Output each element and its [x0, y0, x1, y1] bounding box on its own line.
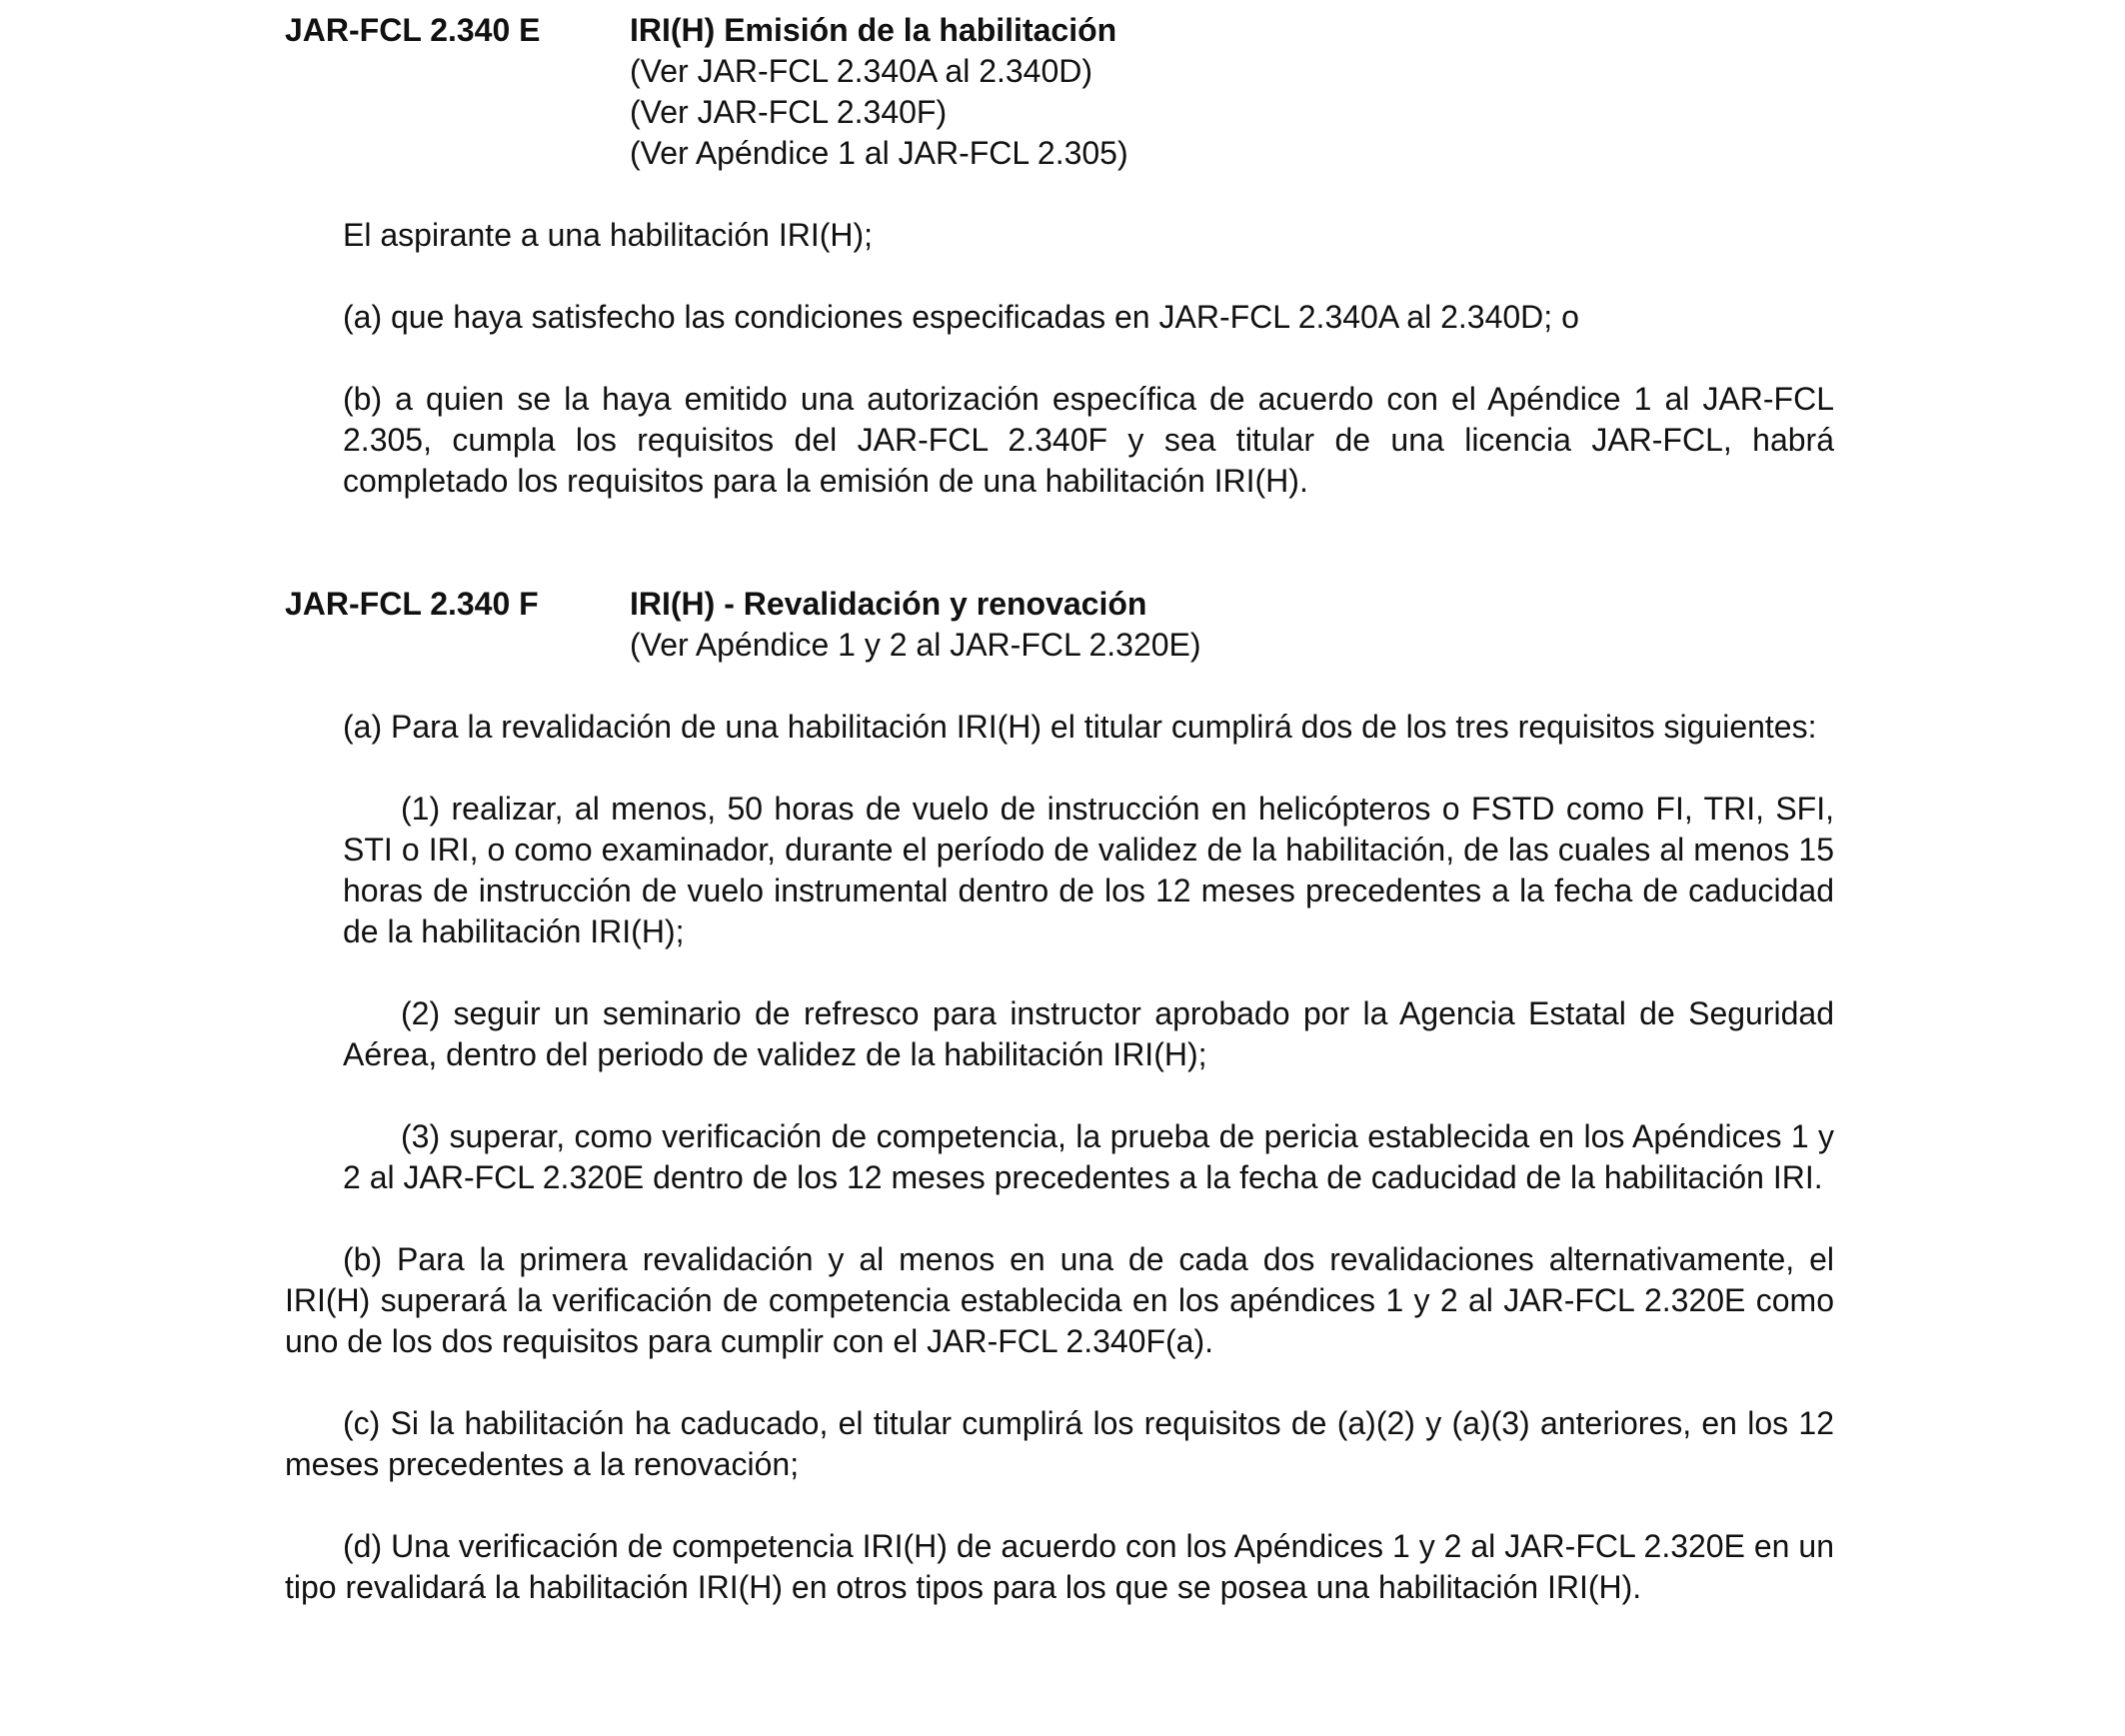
item-text: Una verificación de competencia IRI(H) de acuerdo con los Apéndices 1 y 2 al JAR-FCL 2.320E en un tipo revalidará la habilitación IRI(H) en otros tipos para los que se posea una habilitación IRI(H). [285, 1528, 1835, 1605]
section-title: IRI(H) - Revalidación y renovación [630, 586, 1147, 622]
section-reference: (Ver Apéndice 1 y 2 al JAR-FCL 2.320E) [630, 627, 1201, 663]
item-label: (a) [343, 299, 383, 335]
sub-item [285, 993, 1834, 1075]
section-heading-e [285, 10, 1834, 174]
paragraph-item [285, 1526, 1834, 1608]
section-heading-body [630, 10, 1834, 174]
item-label: (a) [343, 709, 383, 745]
item-label: (b) [343, 1241, 383, 1277]
paragraph-item [285, 707, 1834, 748]
document-page [285, 10, 1834, 1608]
paragraph-item [285, 297, 1834, 338]
item-text: seguir un seminario de refresco para instructor aprobado por la Agencia Estatal de Seguridad Aérea, dentro del periodo de validez de la habilitación IRI(H); [343, 995, 1835, 1072]
paragraph-item [285, 379, 1834, 502]
item-text: que haya satisfecho las condiciones especificadas en JAR-FCL 2.340A al 2.340D; o [391, 299, 1579, 335]
section-title: IRI(H) Emisión de la habilitación [630, 12, 1117, 48]
item-label: (b) [343, 381, 383, 417]
item-text: a quien se la haya emitido una autorización específica de acuerdo con el Apéndice 1 al JAR-FCL 2.305, cumpla los requisitos del JAR-FCL 2.340F y sea titular de una licencia JAR-FCL, habrá completado los requisitos para la emisión de una habilitación IRI(H). [343, 381, 1835, 499]
section-code: JAR-FCL 2.340 E [285, 12, 541, 48]
sub-item [285, 789, 1834, 952]
section-code: JAR-FCL 2.340 F [285, 586, 539, 622]
item-label: (d) [343, 1528, 383, 1564]
item-label: (2) [401, 995, 441, 1031]
sub-item [285, 1116, 1834, 1198]
section-reference: (Ver JAR-FCL 2.340A al 2.340D) [630, 53, 1093, 89]
section-heading-f [285, 584, 1834, 666]
item-label: (3) [401, 1118, 441, 1154]
item-label: (c) [343, 1405, 381, 1441]
item-text: superar, como verificación de competencia, la prueba de pericia establecida en los Apéndices 1 y 2 al JAR-FCL 2.320E dentro de los 12 meses precedentes a la fecha de caducidad de la habilitación IRI. [343, 1118, 1835, 1195]
item-text: realizar, al menos, 50 horas de vuelo de instrucción en helicópteros o FSTD como FI, TRI, SFI, STI o IRI, o como examinador, durante el período de validez de la habilitación, de las cuales al menos 15 horas de instrucción de vuelo instrumental dentro de los 12 meses precedentes a la fecha de caducidad de la habilitación IRI(H); [343, 791, 1835, 949]
section-reference: (Ver JAR-FCL 2.340F) [630, 94, 948, 130]
section-reference: (Ver Apéndice 1 al JAR-FCL 2.305) [630, 135, 1128, 171]
item-label: (1) [401, 791, 441, 827]
item-text: Para la primera revalidación y al menos en una de cada dos revalidaciones alternativamente, el IRI(H) superará la verificación de competencia establecida en los apéndices 1 y 2 al JAR-FCL 2.320E como uno de los dos requisitos para cumplir con el JAR-FCL 2.340F(a). [285, 1241, 1835, 1359]
section-intro: El aspirante a una habilitación IRI(H); [343, 217, 874, 253]
section-heading-body [630, 584, 1834, 666]
paragraph-item [285, 1239, 1834, 1362]
item-text: Si la habilitación ha caducado, el titular cumplirá los requisitos de (a)(2) y (a)(3) anteriores, en los 12 meses precedentes a la renovación; [285, 1405, 1835, 1482]
item-text: Para la revalidación de una habilitación IRI(H) el titular cumplirá dos de los tres requisitos siguientes: [391, 709, 1817, 745]
paragraph-item [285, 1403, 1834, 1485]
